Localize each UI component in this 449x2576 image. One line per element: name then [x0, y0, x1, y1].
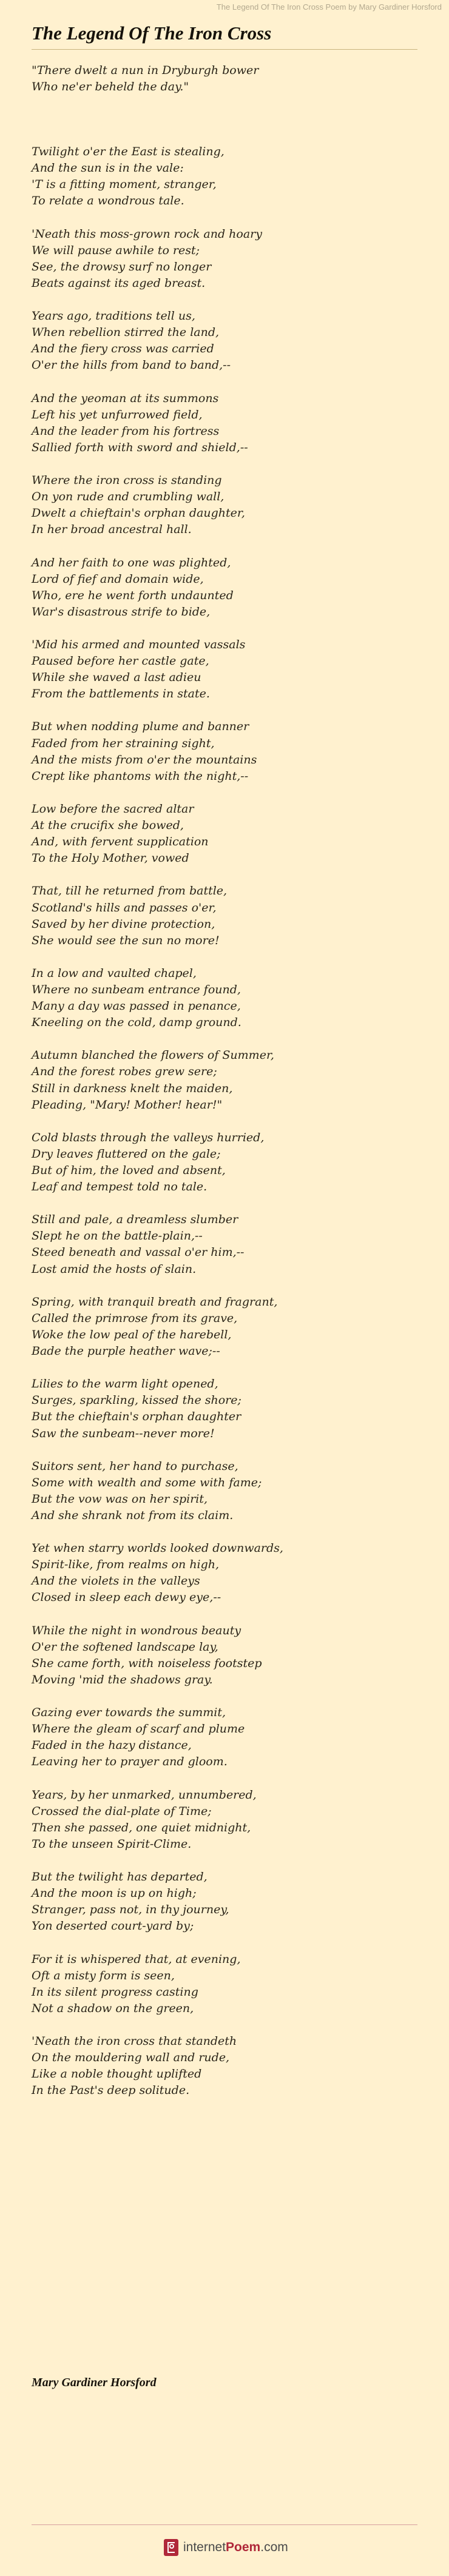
poem-line: Where no sunbeam entrance found, [32, 982, 241, 996]
poem-line: Many a day was passed in penance, [32, 999, 241, 1013]
poem-line: 'Mid his armed and mounted vassals [32, 638, 246, 651]
poem-line: Suitors sent, her hand to purchase, [32, 1459, 238, 1473]
logo-text-prefix: internet [183, 2540, 226, 2554]
poem-line: Bade the purple heather wave;-- [32, 1344, 220, 1358]
poem-line: Gazing ever towards the summit, [32, 1706, 226, 1720]
stanza [32, 1540, 417, 1606]
poem-line: And her faith to one was plighted, [32, 555, 231, 569]
poem-line: Called the primrose from its grave, [32, 1311, 238, 1325]
poem-line: Autumn blanched the flowers of Summer, [32, 1048, 274, 1062]
stanza [32, 1787, 417, 1853]
poem-line: For it is whispered that, at evening, [32, 1952, 241, 1966]
poem-logo-icon [164, 2539, 178, 2556]
poem-line: Not a shadow on the green, [32, 2001, 194, 2015]
site-logo[interactable] [164, 2538, 288, 2557]
poem-line: O'er the softened landscape lay, [32, 1640, 218, 1654]
poem-line: War's disastrous strife to bide, [32, 605, 211, 619]
stanza [32, 719, 417, 784]
logo-text-suffix: .com [260, 2540, 288, 2554]
poem-line: Who ne'er beheld the day." [32, 80, 189, 94]
poem-line: Oft a misty form is seen, [32, 1968, 175, 1982]
poem-line: Yon deserted court-yard by; [32, 1919, 194, 1933]
poem-line: Some with wealth and some with fame; [32, 1475, 262, 1489]
poem-author[interactable]: Mary Gardiner Horsford [32, 2376, 157, 2389]
poem-line: At the crucifix she bowed, [32, 819, 184, 833]
poem-line: Spirit-like, from realms on high, [32, 1558, 220, 1572]
poem-line: Leaf and tempest told no tale. [32, 1180, 208, 1194]
poem-line: Dry leaves fluttered on the gale; [32, 1147, 221, 1161]
poem-line: Closed in sleep each dewy eye,-- [32, 1591, 221, 1605]
poem-line: Faded from her straining sight, [32, 736, 215, 750]
source-note: The Legend Of The Iron Cross Poem by Mary Gardiner Horsford [216, 2, 442, 12]
stanza [32, 637, 417, 702]
poem-line: Surges, sparkling, kissed the shore; [32, 1394, 241, 1407]
poem-line: While she waved a last adieu [32, 671, 201, 685]
poem-line: But the vow was on her spirit, [32, 1492, 208, 1506]
poem-line: And the violets in the valleys [32, 1574, 200, 1588]
stanza [32, 1130, 417, 1195]
poem-line: Leaving her to prayer and gloom. [32, 1755, 228, 1769]
poem-line: In a low and vaulted chapel, [32, 966, 197, 980]
poem-line: And the sun is in the vale: [32, 161, 184, 175]
poem-line: And the mists from o'er the mountains [32, 753, 257, 766]
poem-line: But when nodding plume and banner [32, 720, 249, 734]
poem-line: Left his yet unfurrowed field, [32, 408, 203, 421]
poem-line: She would see the sun no more! [32, 933, 220, 947]
stanza [32, 1458, 417, 1524]
poem-line: Woke the low peal of the harebell, [32, 1327, 232, 1341]
footer-divider [32, 2524, 417, 2525]
poem-line: Stranger, pass not, in thy journey, [32, 1903, 229, 1917]
stanza [32, 1951, 417, 2017]
stanza [32, 965, 417, 1031]
poem-title: The Legend Of The Iron Cross [32, 22, 272, 44]
poem-line: Crossed the dial-plate of Time; [32, 1804, 212, 1818]
logo-text-brand: Poem [226, 2540, 261, 2554]
poem-line: But the twilight has departed, [32, 1870, 208, 1884]
stanza [32, 1869, 417, 1934]
stanza [32, 391, 417, 456]
poem-line: On yon rude and crumbling wall, [32, 490, 224, 504]
poem-line: That, till he returned from battle, [32, 884, 228, 898]
poem-line: Beats against its aged breast. [32, 276, 206, 290]
poem-line: Years, by her unmarked, unnumbered, [32, 1788, 257, 1802]
poem-line: Lord of fief and domain wide, [32, 572, 204, 586]
stanza [32, 144, 417, 209]
poem-line: But of him, the loved and absent, [32, 1164, 226, 1177]
poem-line: Faded in the hazy distance, [32, 1739, 192, 1753]
poem-line: Saw the sunbeam--never more! [32, 1426, 215, 1440]
poem-line: Yet when starry worlds looked downwards, [32, 1541, 283, 1555]
poem-line: Low before the sacred altar [32, 802, 194, 816]
stanza [32, 2033, 417, 2099]
poem-line: Scotland's hills and passes o'er, [32, 901, 217, 914]
poem-line: And the fiery cross was carried [32, 342, 214, 356]
stanza [32, 1294, 417, 1360]
poem-line: Pleading, "Mary! Mother! hear!" [32, 1098, 223, 1112]
poem-line: Paused before her castle gate, [32, 654, 209, 668]
poem-line: Cold blasts through the valleys hurried, [32, 1130, 265, 1144]
poem-line: And, with fervent supplication [32, 835, 209, 849]
poem-line: Still in darkness knelt the maiden, [32, 1081, 233, 1095]
poem-line: Then she passed, one quiet midnight, [32, 1820, 251, 1834]
poem-line: Years ago, traditions tell us, [32, 309, 195, 323]
poem-body [32, 62, 417, 2115]
poem-line: Moving 'mid the shadows gray. [32, 1672, 213, 1686]
stanza [32, 801, 417, 867]
poem-line: To relate a wondrous tale. [32, 194, 184, 208]
stanza [32, 226, 417, 292]
poem-line: Steed beneath and vassal o'er him,-- [32, 1246, 245, 1259]
poem-line: When rebellion stirred the land, [32, 326, 220, 340]
poem-line: While the night in wondrous beauty [32, 1623, 241, 1637]
poem-line: In her broad ancestral hall. [32, 523, 192, 537]
poem-line: Who, ere he went forth undaunted [32, 588, 234, 602]
poem-line: Dwelt a chieftain's orphan daughter, [32, 506, 245, 520]
poem-line: And she shrank not from its claim. [32, 1508, 234, 1522]
poem-line: To the unseen Spirit-Clime. [32, 1837, 192, 1851]
stanza [32, 472, 417, 538]
stanza [32, 308, 417, 374]
stanza [32, 1623, 417, 1688]
poem-line: And the yeoman at its summons [32, 391, 219, 405]
poem-line: Sallied forth with sword and shield,-- [32, 440, 248, 454]
poem-line: Twilight o'er the East is stealing, [32, 145, 224, 159]
poem-line: Lilies to the warm light opened, [32, 1377, 218, 1391]
poem-line: 'Neath the iron cross that standeth [32, 2034, 237, 2048]
stanza [32, 1705, 417, 1770]
poem-line: From the battlements in state. [32, 687, 210, 701]
poem-line: Still and pale, a dreamless slumber [32, 1213, 238, 1227]
poem-line: 'Neath this moss-grown rock and hoary [32, 227, 262, 241]
poem-line: She came forth, with noiseless footstep [32, 1656, 262, 1670]
stanza [32, 555, 417, 620]
poem-line: To the Holy Mother, vowed [32, 851, 189, 865]
poem-line: We will pause awhile to rest; [32, 243, 200, 257]
stanza [32, 1047, 417, 1113]
poem-line: Saved by her divine protection, [32, 917, 215, 931]
poem-line: And the leader from his fortress [32, 424, 220, 438]
poem-line: But the chieftain's orphan daughter [32, 1410, 241, 1424]
poem-line: On the mouldering wall and rude, [32, 2051, 230, 2065]
poem-line: In its silent progress casting [32, 1985, 198, 1999]
poem-line: O'er the hills from band to band,-- [32, 358, 231, 372]
poem-line: Where the iron cross is standing [32, 474, 222, 488]
stanza [32, 1376, 417, 1441]
poem-line: Where the gleam of scarf and plume [32, 1722, 245, 1736]
epigraph [32, 62, 417, 95]
stanza [32, 883, 417, 948]
stanza [32, 1212, 417, 1277]
poem-line: Like a noble thought uplifted [32, 2067, 202, 2081]
title-divider [32, 49, 417, 50]
poem-line: Spring, with tranquil breath and fragrant, [32, 1295, 278, 1309]
poem-line: Kneeling on the cold, damp ground. [32, 1016, 241, 1030]
poem-line: Slept he on the battle-plain,-- [32, 1229, 203, 1243]
poem-line: And the moon is up on high; [32, 1887, 197, 1900]
poem-line: "There dwelt a nun in Dryburgh bower [32, 64, 259, 77]
poem-line: In the Past's deep solitude. [32, 2084, 190, 2098]
poem-line: And the forest robes grew sere; [32, 1065, 217, 1079]
poem-line: 'T is a fitting moment, stranger, [32, 178, 217, 192]
poem-line: Crept like phantoms with the night,-- [32, 769, 249, 783]
poem-line: Lost amid the hosts of slain. [32, 1262, 197, 1276]
poem-line: See, the drowsy surf no longer [32, 260, 212, 273]
